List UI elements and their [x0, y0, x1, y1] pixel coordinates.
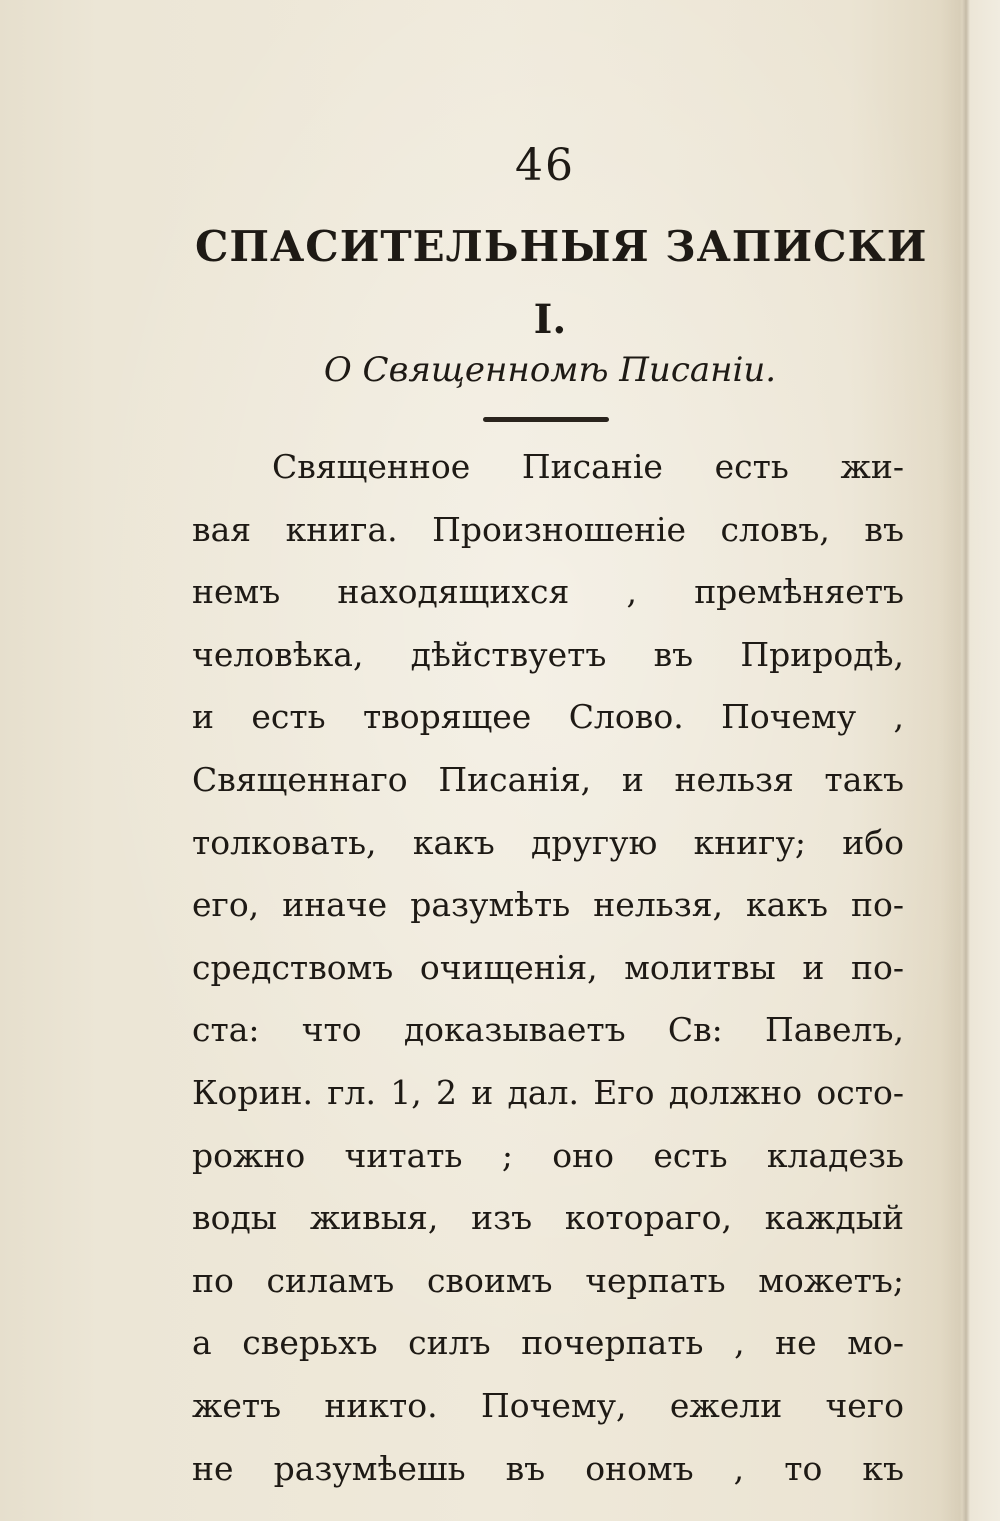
section-number: I.: [533, 296, 567, 343]
text-line: средствомъ очищенія, молитвы и по-: [192, 947, 904, 987]
text-line: Священное Писаніе есть жи-: [272, 447, 904, 486]
text-line: и есть творящее Слово. Почему ,: [192, 697, 904, 737]
text-line: немъ находящихся , премѣняетъ: [192, 572, 904, 612]
text-line: воды живыя, изъ котораго, каждый: [192, 1198, 904, 1238]
text-line: его, иначе разумѣть нельзя, какъ по-: [192, 885, 904, 925]
text-line: вая книга. Произношеніе словъ, въ: [192, 509, 904, 549]
page-number: 46: [515, 140, 575, 191]
running-head: СПАСИТЕЛЬНЫЯ ЗАПИСКИ: [195, 222, 928, 271]
text-line: человѣка, дѣйствуетъ въ Природѣ,: [192, 634, 904, 674]
text-line: Корин. гл. 1, 2 и дал. Его должно осто-: [192, 1072, 904, 1112]
page-edge-shadow: [962, 0, 970, 1521]
text-line: ста: что доказываетъ Св: Павелъ,: [192, 1010, 904, 1050]
text-line: толковать, какъ другую книгу; ибо: [192, 822, 904, 862]
text-line: Священнаго Писанія, и нельзя такъ: [192, 759, 904, 799]
text-line: не разумѣешь въ ономъ , то къ: [192, 1448, 904, 1488]
text-line: по силамъ своимъ черпать можетъ;: [192, 1260, 904, 1300]
text-line: а сверьхъ силъ почерпать , не мо-: [192, 1323, 904, 1363]
decorative-rule: [483, 417, 609, 422]
body-text: [192, 436, 904, 1500]
text-line: жетъ никто. Почему, ежели чего: [192, 1385, 904, 1425]
section-title: О Священномѣ Писаніи.: [323, 350, 777, 390]
text-line: рожно читать ; оно есть кладезь: [192, 1135, 904, 1175]
